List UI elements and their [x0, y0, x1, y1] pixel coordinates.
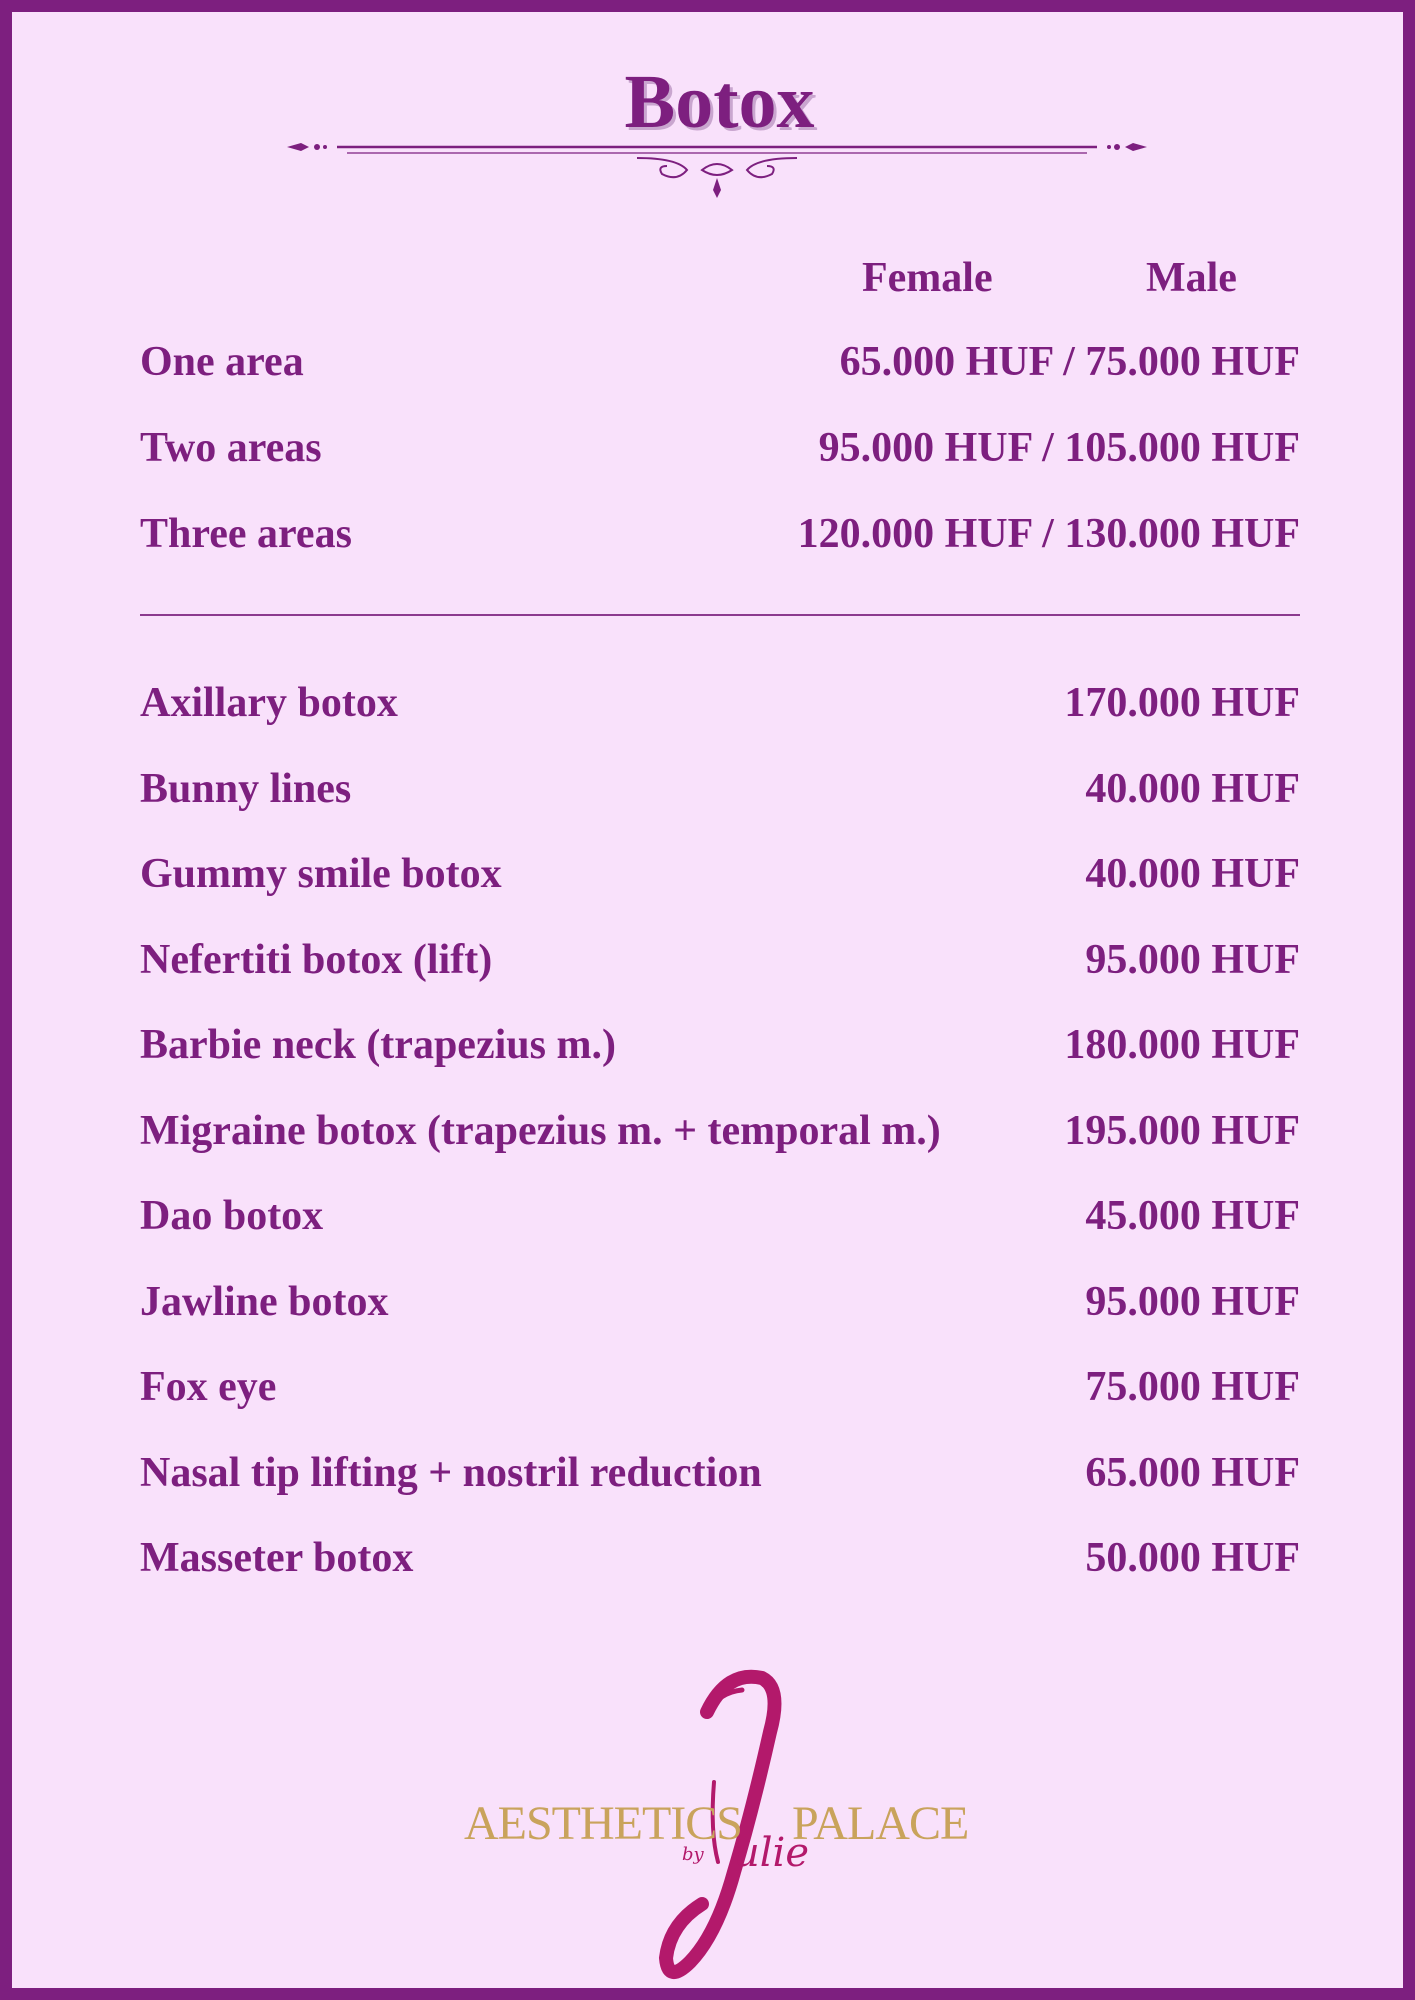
- area-price: 65.000 HUF / 75.000 HUF: [839, 339, 1300, 385]
- treatment-label: Migraine botox (trapezius m. + temporal m.): [140, 1108, 941, 1154]
- treatment-row: [140, 1272, 1300, 1332]
- logo-signature: ulie: [734, 1830, 810, 1876]
- logo-word-aesthetics: AESTHETICS: [464, 1797, 742, 1850]
- page-title: Botox: [624, 60, 815, 144]
- treatment-price: 40.000 HUF: [1085, 766, 1300, 812]
- treatment-row: [140, 1186, 1300, 1246]
- treatment-label: Bunny lines: [140, 766, 352, 812]
- area-price-row: [140, 418, 1300, 478]
- treatment-row: [140, 1528, 1300, 1588]
- treatment-label: Dao botox: [140, 1193, 324, 1239]
- treatment-label: Jawline botox: [140, 1279, 389, 1325]
- treatment-row: [140, 1101, 1300, 1161]
- treatment-price: 40.000 HUF: [1085, 851, 1300, 897]
- treatment-price: 95.000 HUF: [1085, 937, 1300, 983]
- area-label: Two areas: [140, 425, 322, 471]
- treatment-row: [140, 844, 1300, 904]
- section-divider: [140, 614, 1300, 616]
- area-price: 95.000 HUF / 105.000 HUF: [818, 425, 1300, 471]
- treatment-row: [140, 1443, 1300, 1503]
- treatment-price: 45.000 HUF: [1085, 1193, 1300, 1239]
- treatment-label: Fox eye: [140, 1364, 277, 1410]
- area-price-row: [140, 332, 1300, 392]
- treatment-row: [140, 1357, 1300, 1417]
- area-price: 120.000 HUF / 130.000 HUF: [797, 511, 1300, 557]
- logo-word-palace: PALACE: [792, 1797, 969, 1850]
- treatment-row: [140, 759, 1300, 819]
- treatment-price: 65.000 HUF: [1085, 1450, 1300, 1496]
- treatment-label: Nasal tip lifting + nostril reduction: [140, 1450, 762, 1496]
- treatment-price: 180.000 HUF: [1064, 1022, 1300, 1068]
- treatment-label: Barbie neck (trapezius m.): [140, 1022, 616, 1068]
- treatment-row: [140, 673, 1300, 733]
- logo-by: by: [682, 1844, 704, 1865]
- treatment-price: 95.000 HUF: [1085, 1279, 1300, 1325]
- treatment-price: 170.000 HUF: [1064, 680, 1300, 726]
- treatment-label: Nefertiti botox (lift): [140, 937, 493, 983]
- treatment-row: [140, 1015, 1300, 1075]
- title-ornament: [287, 130, 1147, 210]
- treatment-row: [140, 930, 1300, 990]
- area-label: One area: [140, 339, 304, 385]
- treatment-price: 195.000 HUF: [1064, 1108, 1300, 1154]
- treatment-price: 75.000 HUF: [1085, 1364, 1300, 1410]
- area-label: Three areas: [140, 511, 352, 557]
- treatment-label: Gummy smile botox: [140, 851, 502, 897]
- treatment-label: Masseter botox: [140, 1535, 414, 1581]
- column-header-female: Female: [862, 255, 993, 301]
- treatment-label: Axillary botox: [140, 680, 398, 726]
- column-header-male: Male: [1146, 255, 1237, 301]
- area-price-row: [140, 504, 1300, 564]
- treatment-price: 50.000 HUF: [1085, 1535, 1300, 1581]
